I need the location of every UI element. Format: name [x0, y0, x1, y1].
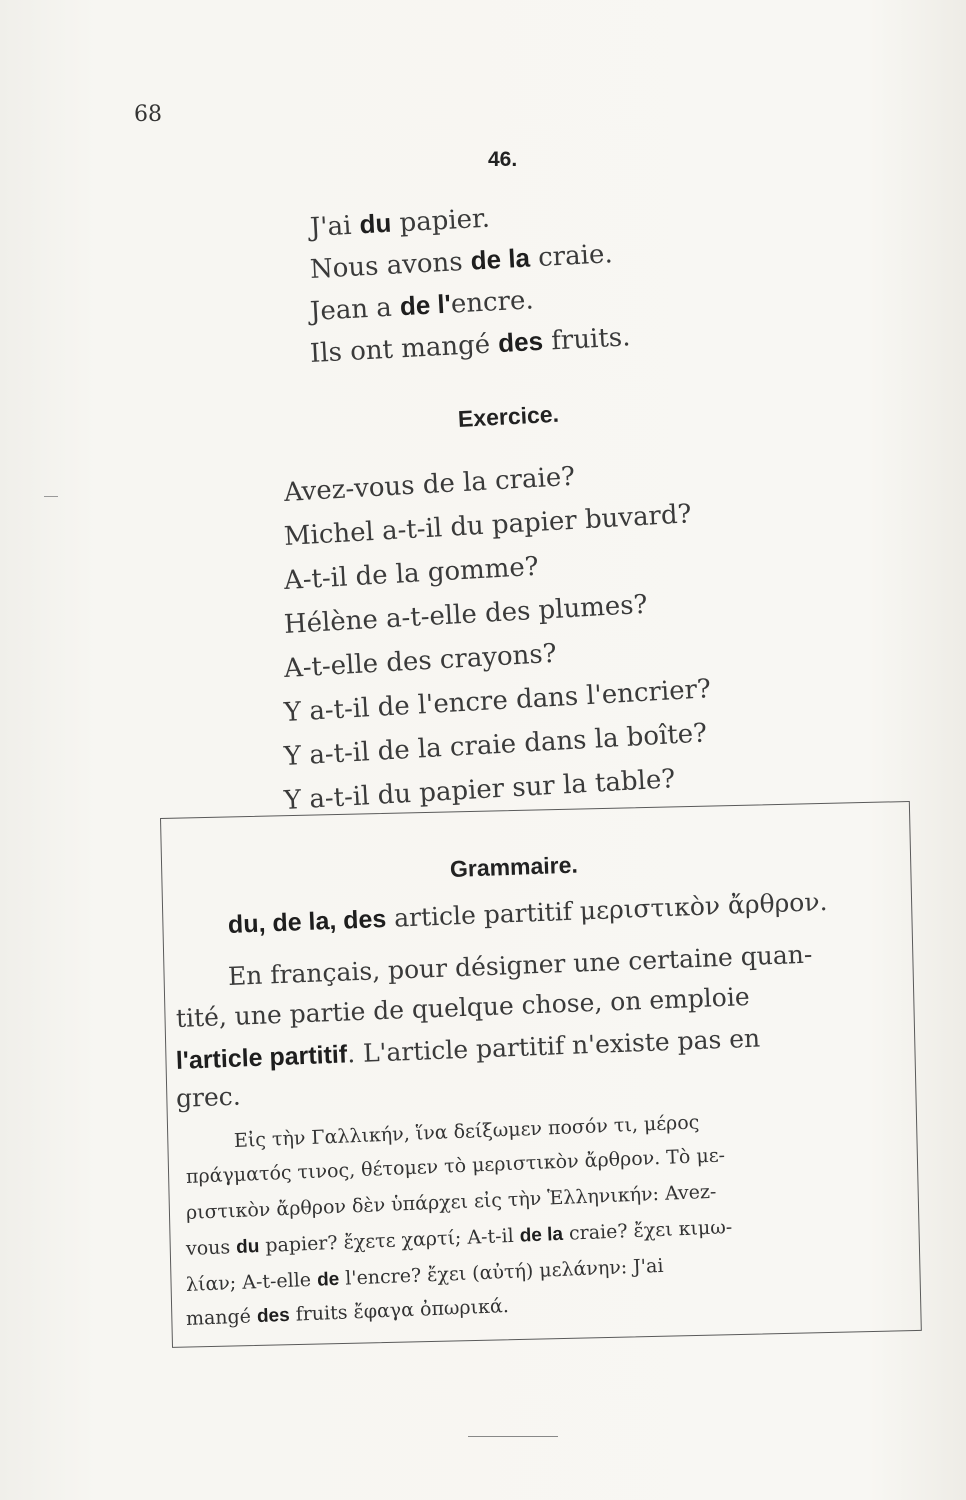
greek-line: ριστικὸν ἄρθρον δὲν ὑπάρχει εἰς τὴν Ἑλληνικήν: Avez-: [185, 1180, 717, 1224]
intro-text: J'ai: [309, 210, 361, 243]
exercice-line: A-t-il de la gomme?: [283, 551, 540, 596]
intro-line: [309, 284, 534, 327]
page-number: 68: [134, 102, 162, 127]
grammar-paragraph-line: En français, pour désigner une certaine quan-: [227, 939, 813, 991]
greek-text: λίαν; A-t-elle: [185, 1268, 318, 1296]
intro-text: encre.: [450, 285, 535, 320]
partitive-article: du: [358, 207, 393, 240]
exercice-line: Y a-t-il du papier sur la table?: [283, 764, 677, 816]
article-partitif-bold: l'article partitif: [175, 1040, 348, 1075]
exercice-line: A-t-elle des crayons?: [283, 638, 558, 684]
intro-line: [309, 238, 613, 285]
greek-text: craie? ἔχει κιμω-: [562, 1216, 733, 1245]
exercice-line: Y a-t-il de l'encre dans l'encrier?: [283, 674, 712, 728]
greek-text: fruits ἔφαγα ὀπωρικά.: [289, 1295, 510, 1326]
partitive-article: de: [316, 1268, 340, 1291]
margin-mark: [44, 496, 58, 497]
bottom-rule: [468, 1436, 558, 1437]
partitive-articles-bold: du, de la, des: [227, 904, 387, 939]
partitive-article: de la: [469, 242, 531, 276]
intro-text: Jean a: [309, 292, 401, 327]
exercice-heading: Exercice.: [457, 400, 560, 432]
exercice-line: Michel a-t-il du papier buvard?: [283, 499, 693, 552]
exercice-line: Avez-vous de la craie?: [283, 461, 576, 508]
partitive-article: du: [235, 1236, 260, 1258]
section-number: 46.: [488, 148, 518, 171]
intro-text: papier.: [390, 203, 491, 239]
partitive-article: des: [497, 325, 544, 359]
greek-line: πράγματός τινος, θέτομεν τὸ μεριστικὸν ἄρθρον. Τὸ με-: [185, 1144, 726, 1188]
exercice-line: Hélène a-t-elle des plumes?: [283, 589, 649, 640]
grammar-paragraph-line: tité, une partie de quelque chose, on emploie: [175, 981, 751, 1033]
intro-text: fruits.: [542, 322, 632, 357]
greek-text: l'encre? ἔχει (αὐτή) μελάνην: J'ai: [338, 1254, 664, 1290]
intro-text: craie.: [529, 239, 614, 274]
intro-line: [309, 321, 631, 369]
grammaire-heading: Grammaire.: [449, 851, 579, 882]
partitive-article: de l': [399, 288, 452, 322]
partitive-article: de la: [519, 1223, 564, 1247]
paragraph-text: . L'article partitif n'existe pas en: [346, 1023, 761, 1069]
greek-text: vous: [185, 1235, 237, 1260]
intro-line: [309, 203, 490, 243]
intro-text: Ils ont mangé: [309, 329, 500, 369]
partitive-article: des: [256, 1304, 291, 1328]
definition-text: article partitif μεριστικὸν ἄρθρον.: [385, 886, 828, 933]
intro-text: Nous avons: [309, 246, 472, 285]
greek-text: papier? ἔχετε χαρτί; A-t-il: [258, 1224, 521, 1258]
grammar-paragraph-line: grec.: [175, 1081, 242, 1113]
greek-text: mangé: [185, 1305, 258, 1330]
exercice-line: Y a-t-il de la craie dans la boîte?: [283, 718, 708, 772]
greek-line: Εἰς τὴν Γαλλικήν, ἵνα δείξωμεν ποσόν τι, μέρος: [233, 1111, 700, 1152]
